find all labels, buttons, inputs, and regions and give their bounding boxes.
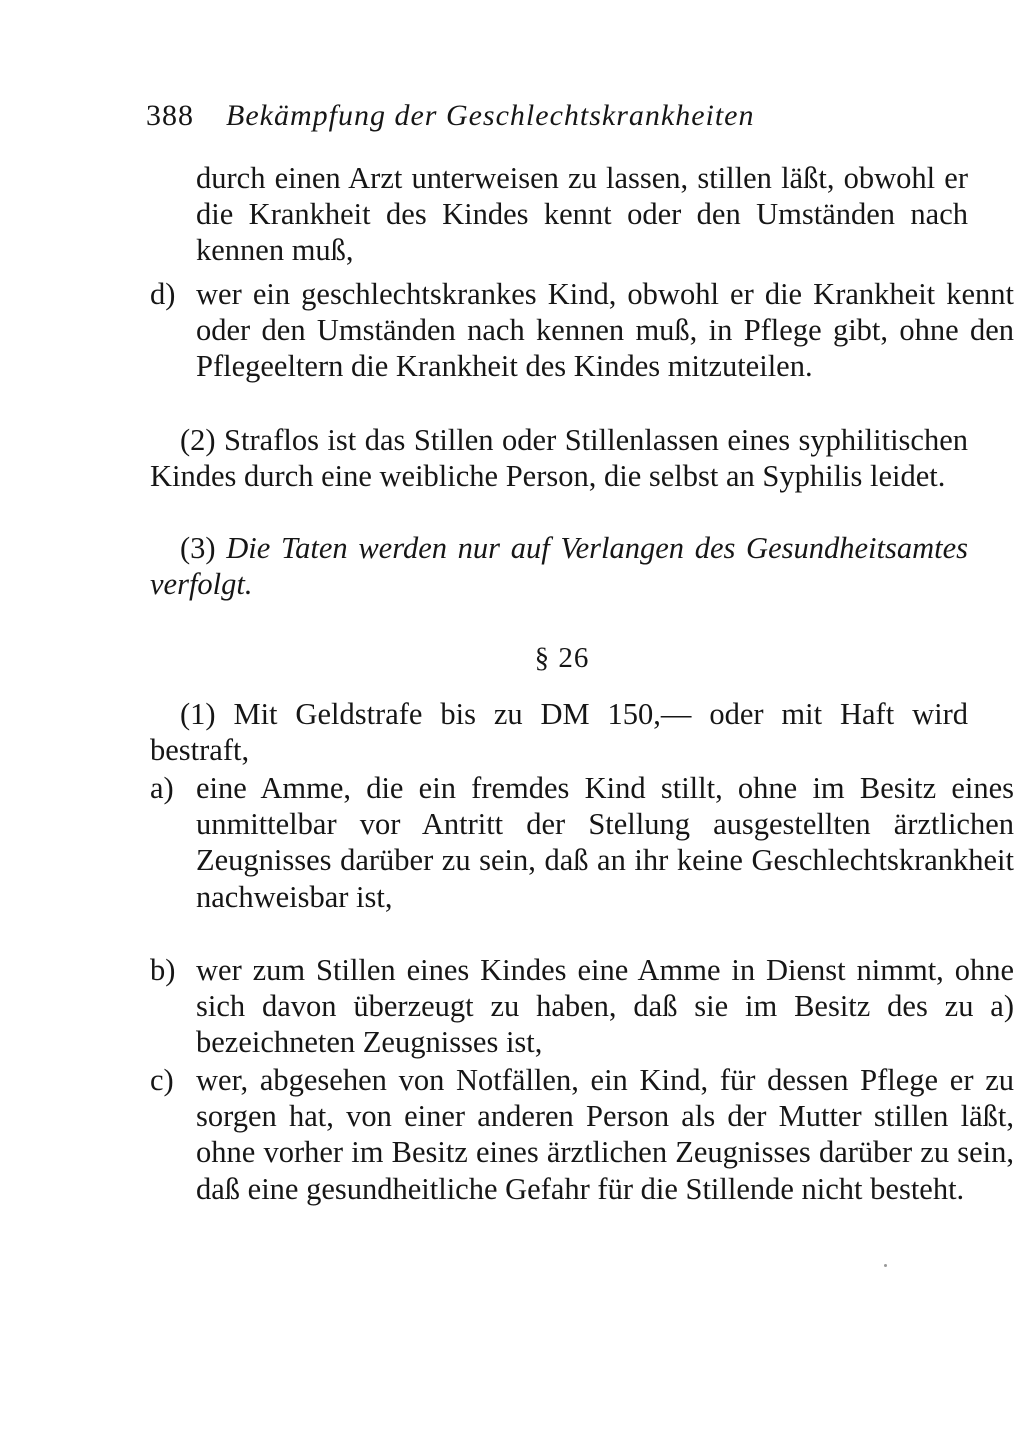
list-item-c-text: wer, abgesehen von Notfällen, ein Kind, für dessen Pflege er zu sorgen hat, von einer anderen Person als der Mutter stillen läßt, ohne vorher im Besitz eines ärztlichen Zeugnisses darüber zu sein, daß eine gesundheitliche Gefahr für die Stillende nicht besteht. <box>196 1063 1014 1206</box>
section-paragraph-1-text: (1) Mit Geldstrafe bis zu DM 150,— oder mit Haft wird bestraft, <box>150 697 968 768</box>
list-item-b-text: wer zum Stillen eines Kindes eine Amme in Dienst nimmt, ohne sich davon überzeugt zu haben, daß sie im Besitz des zu a) bezeichneten Zeugnisses ist, <box>196 953 1014 1060</box>
list-item-b <box>150 952 1014 1061</box>
paper-speck <box>884 1264 887 1267</box>
continuation-paragraph <box>196 160 968 269</box>
list-marker-d: d) <box>150 277 176 311</box>
paragraph-3-text: Die Taten werden nur auf Verlangen des Gesundheitsamtes verfolgt. <box>150 531 969 602</box>
list-item-d-text: wer ein geschlechtskrankes Kind, obwohl er die Krankheit kennt oder den Umständen nach kennen muß, in Pflege gibt, ohne den Pflegeeltern die Krankheit des Kindes mitzuteilen. <box>196 277 1014 384</box>
paragraph-3 <box>150 530 968 602</box>
section-heading: § 26 <box>534 642 590 674</box>
list-marker-b: b) <box>150 953 176 987</box>
page-number: 388 <box>146 99 194 132</box>
paragraph-2-text: (2) Straflos ist das Stillen oder Stillenlassen eines syphilitischen Kindes durch eine weibliche Person, die selbst an Syphilis leidet. <box>150 423 968 494</box>
page-header <box>146 96 866 136</box>
list-marker-c: c) <box>150 1063 174 1097</box>
running-title: Bekämpfung der Geschlechtskrankheiten <box>226 99 755 132</box>
continuation-text: durch einen Arzt unterweisen zu lassen, stillen läßt, obwohl er die Krankheit des Kindes kennt oder den Umständen nach kennen muß, <box>196 161 968 268</box>
list-item-c <box>150 1062 1014 1207</box>
paragraph-2 <box>150 422 968 494</box>
list-item-a-text: eine Amme, die ein fremdes Kind stillt, ohne im Besitz eines unmittelbar vor Antritt der Stellung ausgestellten ärztlichen Zeugnisses darüber zu sein, daß an ihr keine Geschlechtskrankheit nachweisbar ist, <box>196 771 1014 914</box>
list-item-a <box>150 770 1014 915</box>
paragraph-3-number: (3) <box>180 531 216 565</box>
list-item-d <box>150 276 1014 385</box>
section-paragraph-1 <box>150 696 968 768</box>
list-marker-a: a) <box>150 771 174 805</box>
